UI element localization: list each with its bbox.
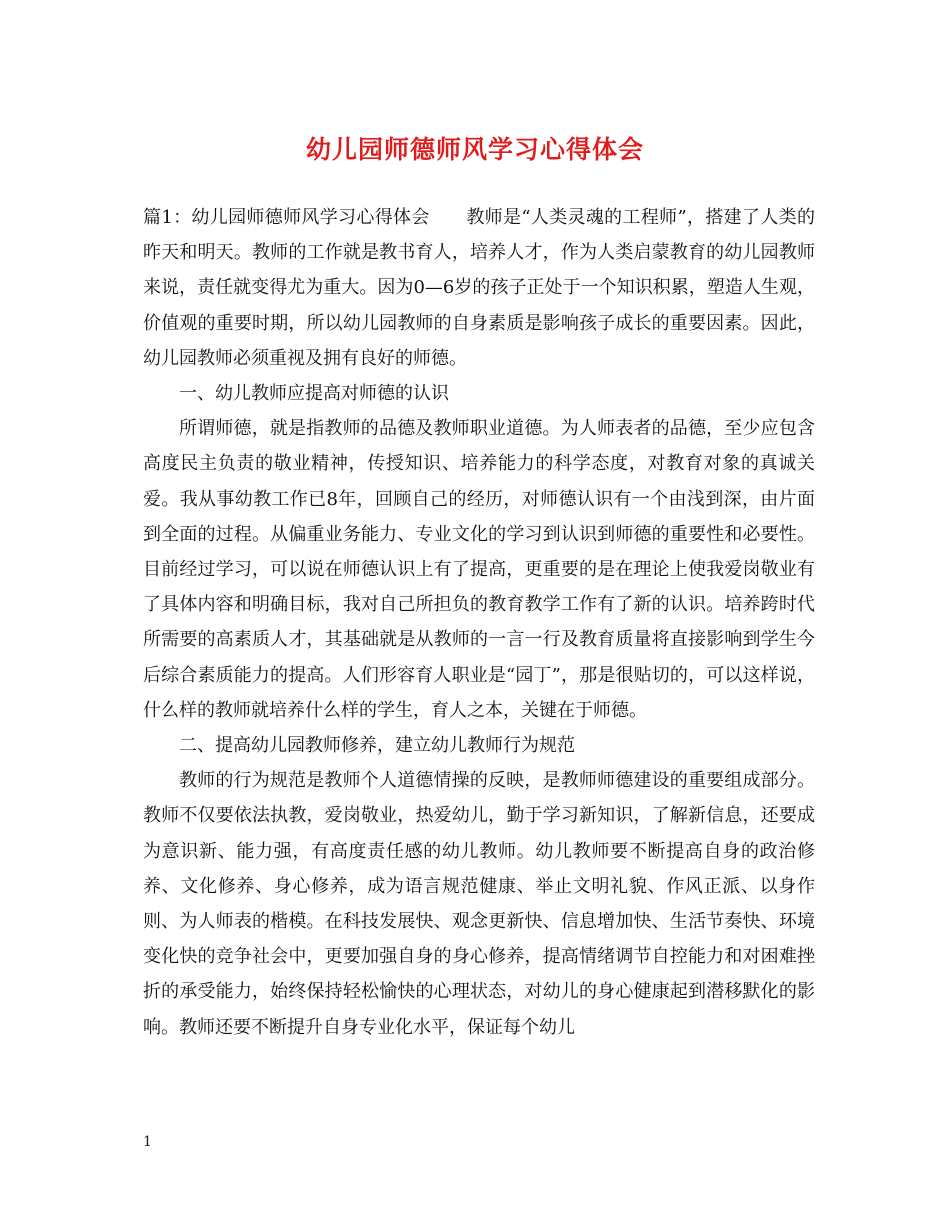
page-number: 1 [143,1134,152,1150]
paragraph-section-1: 所谓师德，就是指教师的品德及教师职业道德。为人师表者的品德，至少应包含高度民主负责的敬业精神，传授知识、培养能力的科学态度，对教育对象的真诚关爱。我从事幼教工作已8年，回顾自己的经历，对师德认识有一个由浅到深，由片面到全面的过程。从偏重业务能力、专业文化的学习到认识到师德的重要性和必要性。目前经过学习，可以说在师德认识上有了提高，更重要的是在理论上使我爱岗敬业有了具体内容和明确目标，我对自己所担负的教育教学工作有了新的认识。培养跨时代所需要的高素质人才，其基础就是从教师的一言一行及教育质量将直接影响到学生今后综合素质能力的提高。人们形容育人职业是“园丁”，那是很贴切的，可以这样说，什么样的教师就培养什么样的学生，育人之本，关键在于师德。 [143,418,815,721]
paragraph-intro: 篇1：幼儿园师德师风学习心得体会 教师是“人类灵魂的工程师”，搭建了人类的昨天和明天。教师的工作就是教书育人，培养人才，作为人类启蒙教育的幼儿园教师来说，责任就变得尤为重大。因为0—6岁的孩子正处于一个知识积累，塑造人生观，价值观的重要时期，所以幼儿园教师的自身素质是影响孩子成长的重要因素。因此，幼儿园教师必须重视及拥有良好的师德。 [143,207,815,369]
section-heading-1: 一、幼儿教师应提高对师德的认识 [179,383,449,405]
document-body [143,200,815,1045]
document-title: 幼儿园师德师风学习心得体会 [305,135,644,164]
paragraph-section-2: 教师的行为规范是教师个人道德情操的反映，是教师师德建设的重要组成部分。教师不仅要依法执教，爱岗敬业，热爱幼儿，勤于学习新知识，了解新信息，还要成为意识新、能力强，有高度责任感的幼儿教师。幼儿教师要不断提高自身的政治修养、文化修养、身心修养，成为语言规范健康、举止文明礼貌、作风正派、以身作则、为人师表的楷模。在科技发展快、观念更新快、信息增加快、生活节奏快、环境变化快的竞争社会中，更要加强自身的身心修养，提高情绪调节自控能力和对困难挫折的承受能力，始终保持轻松愉快的心理状态，对幼儿的身心健康起到潜移默化的影响。教师还要不断提升自身专业化水平，保证每个幼儿 [143,770,815,1038]
section-heading-2: 二、提高幼儿园教师修养，建立幼儿教师行为规范 [179,735,575,757]
